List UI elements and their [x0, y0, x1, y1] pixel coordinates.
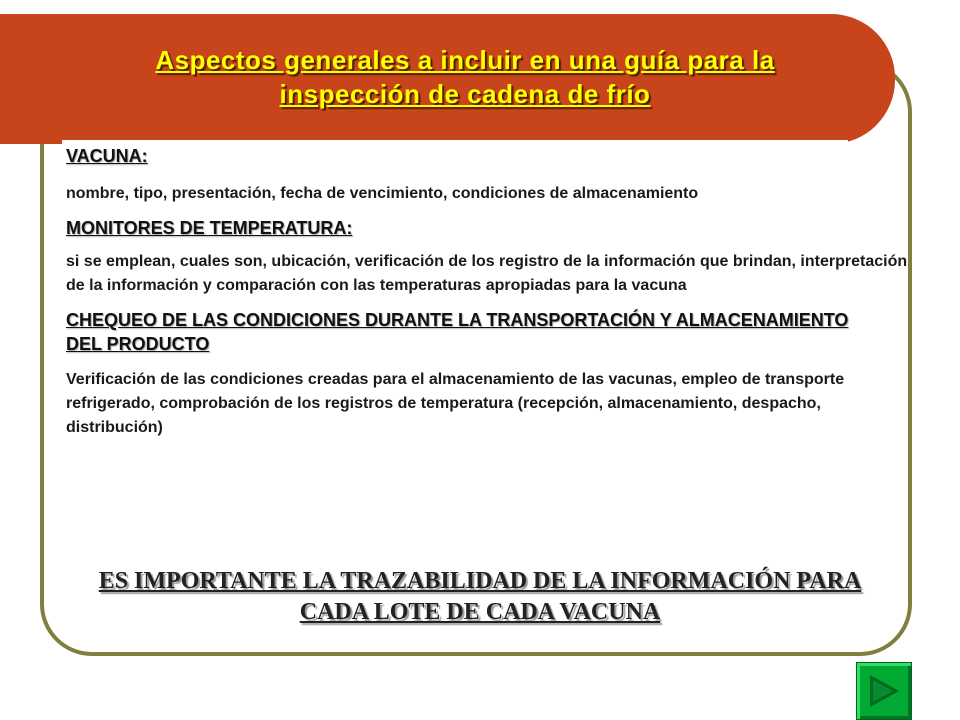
- section-heading: MONITORES DE TEMPERATURA:: [66, 218, 353, 238]
- play-triangle-icon: [868, 674, 900, 708]
- title-line-2: inspección de cadena de frío: [279, 79, 651, 109]
- important-callout: ES IMPORTANTE LA TRAZABILIDAD DE LA INFORMACIÓN PARA CADA LOTE DE CADA VACUNA: [98, 568, 862, 625]
- section-chequeo: [66, 308, 916, 440]
- title-line-1: Aspectos generales a incluir en una guía para la: [155, 45, 775, 75]
- slide-title: [0, 43, 930, 111]
- section-heading: CHEQUEO DE LAS CONDICIONES DURANTE LA TRANSPORTACIÓN Y ALMACENAMIENTO DEL PRODUCTO: [66, 310, 849, 354]
- section-body: si se emplean, cuales son, ubicación, verificación de los registro de la información que brindan, interpretación de la información y comparación con las temperaturas apropiadas para la vacuna: [66, 253, 908, 294]
- section-body: nombre, tipo, presentación, fecha de vencimiento, condiciones de almacenamiento: [66, 185, 699, 202]
- slide-content: [66, 144, 916, 440]
- section-vacuna: [66, 144, 916, 206]
- section-monitores: [66, 216, 916, 298]
- section-heading: VACUNA:: [66, 146, 148, 166]
- next-slide-button[interactable]: [856, 662, 912, 720]
- section-body: Verificación de las condiciones creadas para el almacenamiento de las vacunas, empleo de transporte refrigerado, comprobación de los registros de temperatura (recepción, almacenamiento, despacho, distribución): [66, 371, 845, 436]
